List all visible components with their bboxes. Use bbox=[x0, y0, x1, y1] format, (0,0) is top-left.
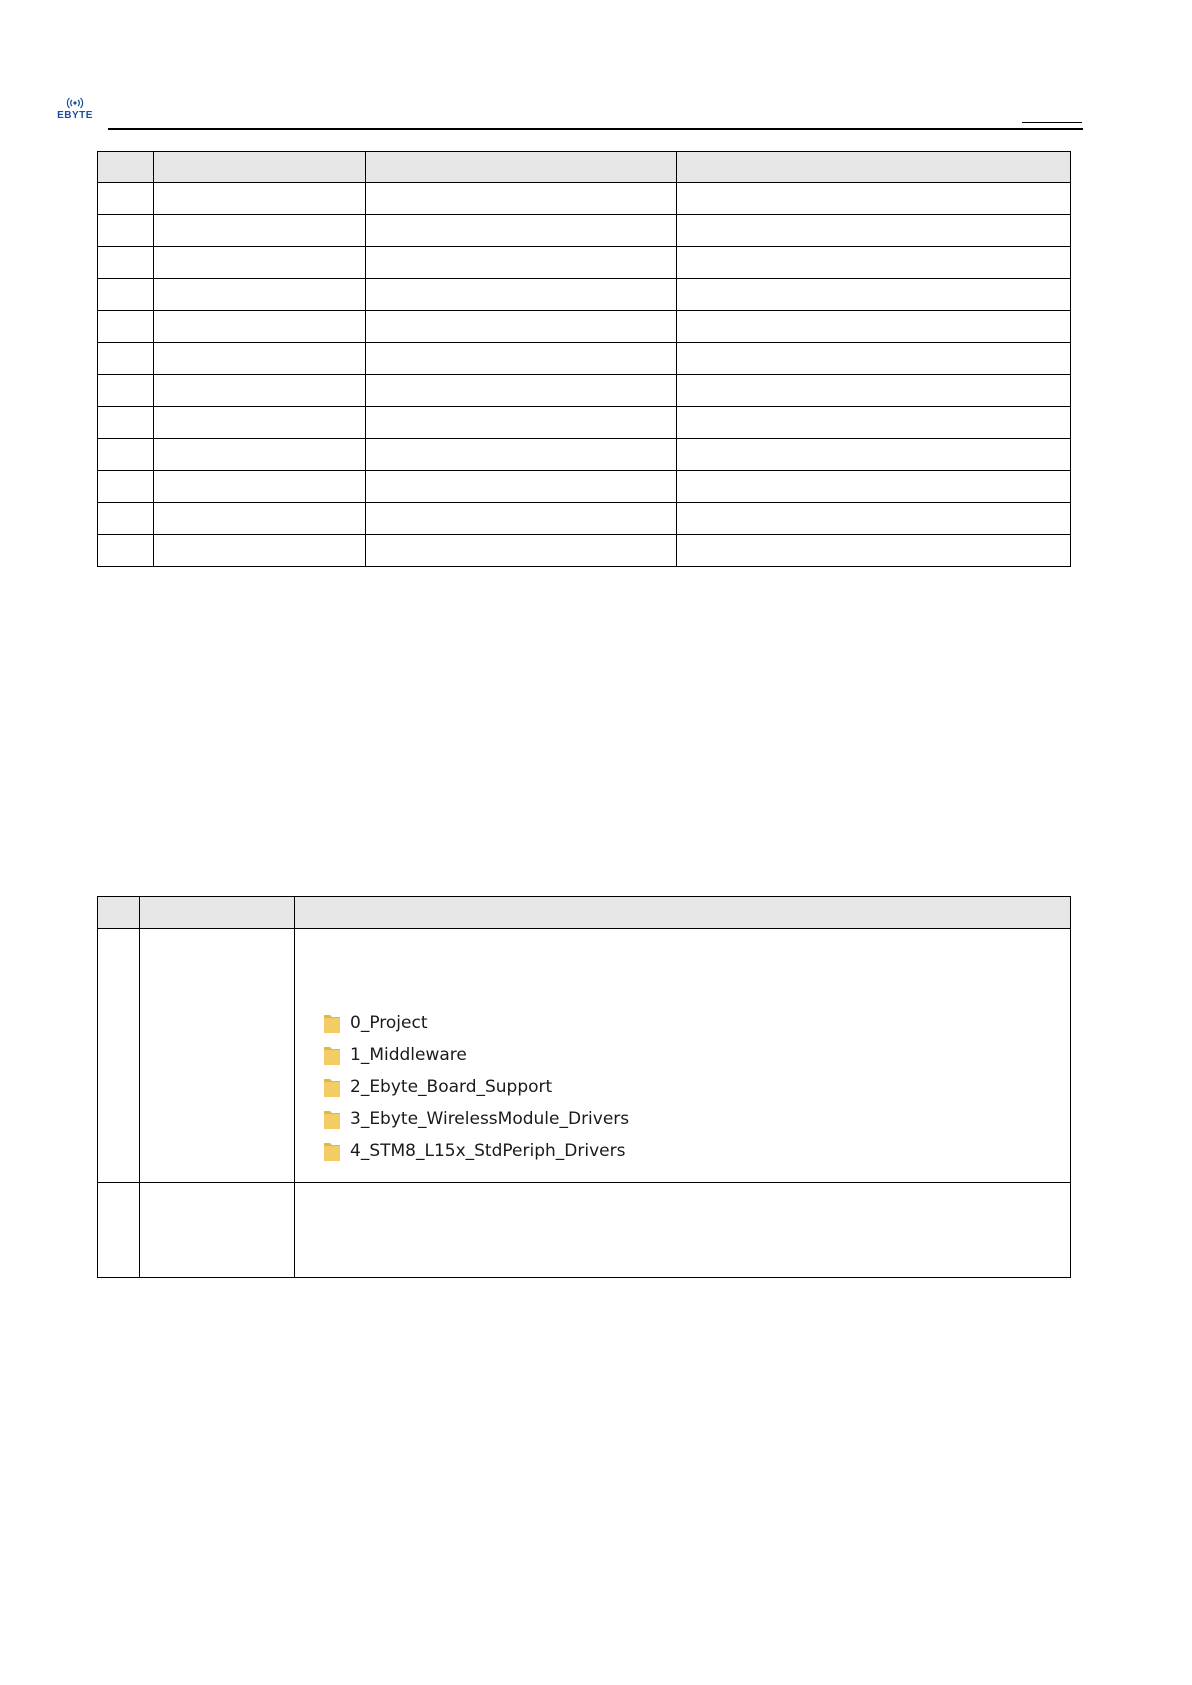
table-cell bbox=[98, 535, 154, 567]
table-cell bbox=[366, 471, 677, 503]
folder-item[interactable] bbox=[323, 1103, 1070, 1135]
table-cell bbox=[295, 1183, 1071, 1278]
folder-list bbox=[323, 1007, 1070, 1167]
table-cell bbox=[677, 343, 1071, 375]
header-cell bbox=[98, 152, 154, 183]
table-cell bbox=[677, 311, 1071, 343]
table-cell bbox=[366, 183, 677, 215]
table-cell bbox=[366, 503, 677, 535]
header-cell bbox=[677, 152, 1071, 183]
table-cell bbox=[98, 343, 154, 375]
table-cell bbox=[677, 439, 1071, 471]
table-cell bbox=[677, 471, 1071, 503]
folder-item[interactable] bbox=[323, 1135, 1070, 1167]
folder-item[interactable] bbox=[323, 1071, 1070, 1103]
header-cell bbox=[295, 897, 1071, 929]
folder-structure-table bbox=[97, 896, 1071, 1278]
table-row bbox=[98, 311, 1071, 343]
table-cell bbox=[98, 471, 154, 503]
header-cell bbox=[366, 152, 677, 183]
table-cell bbox=[98, 183, 154, 215]
folder-name: 0_Project bbox=[350, 1013, 428, 1033]
header-cell bbox=[140, 897, 295, 929]
table-cell bbox=[154, 215, 366, 247]
table-row bbox=[98, 343, 1071, 375]
table-cell bbox=[366, 407, 677, 439]
table-cell bbox=[98, 311, 154, 343]
page-header bbox=[0, 0, 1192, 140]
folder-item[interactable] bbox=[323, 1007, 1070, 1039]
table-row bbox=[98, 471, 1071, 503]
folder-icon bbox=[323, 1076, 341, 1098]
table-cell bbox=[366, 439, 677, 471]
grid-table-body bbox=[98, 152, 1071, 567]
table-cell bbox=[140, 929, 295, 1183]
brand-logo bbox=[52, 96, 98, 124]
folder-icon bbox=[323, 1044, 341, 1066]
table-cell bbox=[98, 215, 154, 247]
table-cell bbox=[98, 279, 154, 311]
table-cell bbox=[154, 343, 366, 375]
table-cell bbox=[98, 407, 154, 439]
table-cell bbox=[154, 471, 366, 503]
table-row bbox=[98, 407, 1071, 439]
table-cell bbox=[677, 503, 1071, 535]
table-cell bbox=[366, 279, 677, 311]
header-cell bbox=[154, 152, 366, 183]
header-rule bbox=[108, 128, 1083, 130]
table-cell bbox=[366, 343, 677, 375]
table-row bbox=[98, 215, 1071, 247]
table-cell bbox=[98, 929, 140, 1183]
table-cell bbox=[366, 375, 677, 407]
folder-list-cell bbox=[295, 929, 1071, 1183]
table-row bbox=[98, 247, 1071, 279]
folder-name: 4_STM8_L15x_StdPeriph_Drivers bbox=[350, 1141, 626, 1161]
folder-icon bbox=[323, 1108, 341, 1130]
table-cell bbox=[366, 247, 677, 279]
folder-item[interactable] bbox=[323, 1039, 1070, 1071]
table-cell bbox=[98, 1183, 140, 1278]
table-cell bbox=[154, 503, 366, 535]
table-row bbox=[98, 503, 1071, 535]
table-row bbox=[98, 375, 1071, 407]
table-cell bbox=[677, 247, 1071, 279]
table-cell bbox=[677, 279, 1071, 311]
folder-icon bbox=[323, 1140, 341, 1162]
table-cell bbox=[154, 279, 366, 311]
table-cell bbox=[677, 375, 1071, 407]
table-cell bbox=[154, 247, 366, 279]
table-cell bbox=[154, 375, 366, 407]
table-cell bbox=[366, 311, 677, 343]
table-row bbox=[98, 535, 1071, 567]
table-header-row bbox=[98, 897, 1071, 929]
empty-grid-table bbox=[97, 151, 1071, 567]
table-cell bbox=[98, 375, 154, 407]
table-cell bbox=[98, 247, 154, 279]
table-header-row bbox=[98, 152, 1071, 183]
table-cell bbox=[98, 439, 154, 471]
folder-name: 3_Ebyte_WirelessModule_Drivers bbox=[350, 1109, 630, 1129]
table-row bbox=[98, 1183, 1071, 1278]
table-cell bbox=[140, 1183, 295, 1278]
table-row bbox=[98, 279, 1071, 311]
table-cell bbox=[677, 183, 1071, 215]
table-cell bbox=[366, 215, 677, 247]
table-cell bbox=[154, 535, 366, 567]
folder-name: 2_Ebyte_Board_Support bbox=[350, 1077, 553, 1097]
table-cell bbox=[154, 183, 366, 215]
table-cell bbox=[677, 407, 1071, 439]
table-cell bbox=[677, 215, 1071, 247]
table-cell bbox=[98, 503, 154, 535]
table-cell bbox=[154, 439, 366, 471]
table-cell bbox=[677, 535, 1071, 567]
header-mark-rule bbox=[1022, 122, 1082, 123]
folder-icon bbox=[323, 1012, 341, 1034]
table-cell bbox=[154, 311, 366, 343]
table-row bbox=[98, 929, 1071, 1183]
table-cell bbox=[154, 407, 366, 439]
table-row bbox=[98, 183, 1071, 215]
folder-name: 1_Middleware bbox=[350, 1045, 467, 1065]
header-cell bbox=[98, 897, 140, 929]
wireless-signal-icon bbox=[66, 96, 84, 110]
table-cell bbox=[366, 535, 677, 567]
brand-name: EBYTE bbox=[57, 110, 93, 121]
table-row bbox=[98, 439, 1071, 471]
